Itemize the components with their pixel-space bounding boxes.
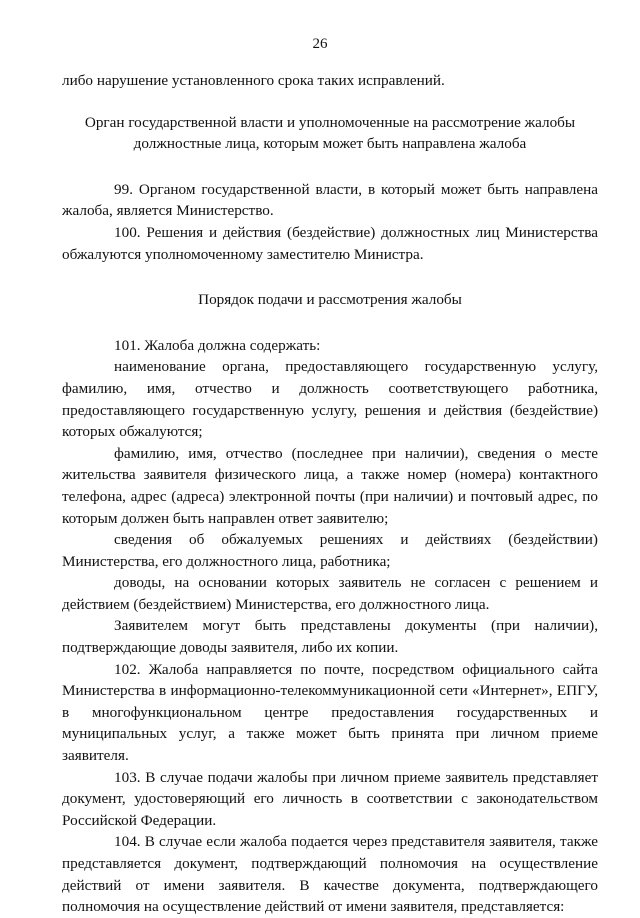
section-heading-complaint-body: Орган государственной власти и уполномоченные на рассмотрение жалобы должностные лица, которым может быть направлена жалоба (84, 113, 576, 153)
continuation-line: либо нарушение установленного срока таких исправлений. (62, 72, 445, 89)
list-item: фамилию, имя, отчество (последнее при наличии), сведения о месте жительства заявителя физического лица, а также номер (номера) контактного телефона, адрес (адреса) электронной почты (при наличии) и почтовый адрес, по которым должен быть направлен ответ заявителю; (62, 444, 598, 527)
list-item: доводы, на основании которых заявитель не согласен с решением и действием (бездействием) Министерства, его должностного лица. (62, 574, 598, 613)
page-number: 26 (312, 36, 328, 52)
paragraph-104: 104. В случае если жалоба подается через представителя заявителя, также представляется документ, подтверждающий полномочия на осуществление действий от имени заявителя. В качестве документа, подтверждающего полномочия на осуществление действий от имени заявителя, представляется: (62, 833, 598, 916)
paragraph-102: 102. Жалоба направляется по почте, посредством официального сайта Министерства в информационно-телекоммуникационной сети «Интернет», ЕПГУ, в многофункциональном центре предоставления государственных и муниципальных услуг, а также может быть принята при личном приеме заявителя. (62, 660, 598, 765)
page-content (62, 70, 598, 918)
section-heading-complaint-procedure: Порядок подачи и рассмотрения жалобы (198, 291, 462, 309)
paragraph-101: 101. Жалоба должна содержать: (114, 336, 321, 354)
paragraph-103: 103. В случае подачи жалобы при личном приеме заявитель представляет документ, удостоверяющий его личность в соответствии с законодательством Российской Федерации. (62, 768, 598, 829)
paragraph-99: 99. Органом государственной власти, в который может быть направлена жалоба, является Министерство. (62, 180, 598, 220)
paragraph-100: 100. Решения и действия (бездействие) должностных лиц Министерства обжалуются уполномоченному заместителю Министра. (62, 223, 598, 263)
list-item: наименование органа, предоставляющего государственную услугу, фамилию, имя, отчество и должность соответствующего работника, предоставляющего государственную услугу, решения и действия (бездействие) которых обжалуются; (62, 358, 598, 441)
list-item: сведения об обжалуемых решениях и действиях (бездействии) Министерства, его должностного лица, работника; (62, 531, 598, 570)
list-item: Заявителем могут быть представлены документы (при наличии), подтверждающие доводы заявителя, либо их копии. (62, 617, 598, 657)
